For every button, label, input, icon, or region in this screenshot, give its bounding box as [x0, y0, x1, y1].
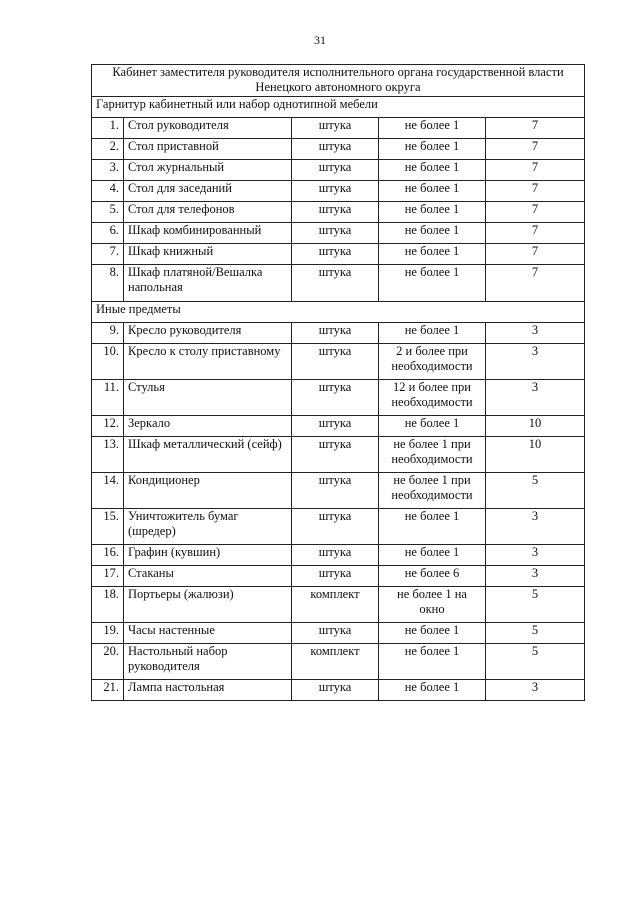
item-service-life: 3: [486, 323, 585, 344]
item-service-life: 5: [486, 587, 585, 623]
page-number: 31: [314, 33, 326, 47]
item-quantity: не более 1: [379, 265, 486, 302]
item-name: Стулья: [124, 380, 292, 416]
item-service-life: 5: [486, 623, 585, 644]
item-unit: штука: [292, 223, 379, 244]
item-unit: штука: [292, 416, 379, 437]
header-row: [92, 65, 585, 97]
table-row: [92, 160, 585, 181]
section-row: [92, 302, 585, 323]
item-quantity: не более 1: [379, 160, 486, 181]
item-name: Шкаф металлический (сейф): [124, 437, 292, 473]
item-name: Кондиционер: [124, 473, 292, 509]
table-row: [92, 437, 585, 473]
item-service-life: 3: [486, 380, 585, 416]
row-number: 19.: [92, 623, 124, 644]
row-number: 17.: [92, 566, 124, 587]
item-unit: штука: [292, 380, 379, 416]
table-row: [92, 545, 585, 566]
row-number: 8.: [92, 265, 124, 302]
item-unit: штука: [292, 323, 379, 344]
item-service-life: 7: [486, 160, 585, 181]
table-header-title: Кабинет заместителя руководителя исполнительного органа государственной власти Ненецкого автономного округа: [92, 65, 585, 97]
item-name: Лампа настольная: [124, 680, 292, 701]
item-unit: штука: [292, 160, 379, 181]
section-row: [92, 97, 585, 118]
item-unit: штука: [292, 118, 379, 139]
item-name: Портьеры (жалюзи): [124, 587, 292, 623]
item-unit: штука: [292, 473, 379, 509]
item-unit: штука: [292, 202, 379, 223]
table-row: [92, 118, 585, 139]
table-row: [92, 139, 585, 160]
item-quantity: не более 1: [379, 202, 486, 223]
item-name: Стол для заседаний: [124, 181, 292, 202]
row-number: 9.: [92, 323, 124, 344]
table-row: [92, 323, 585, 344]
row-number: 5.: [92, 202, 124, 223]
item-quantity: не более 1: [379, 623, 486, 644]
section-title: Иные предметы: [92, 302, 585, 323]
item-name: Стол для телефонов: [124, 202, 292, 223]
row-number: 15.: [92, 509, 124, 545]
row-number: 16.: [92, 545, 124, 566]
item-name: Шкаф комбинированный: [124, 223, 292, 244]
item-unit: штука: [292, 437, 379, 473]
item-service-life: 7: [486, 244, 585, 265]
item-quantity: не более 1: [379, 118, 486, 139]
item-unit: комплект: [292, 644, 379, 680]
item-service-life: 3: [486, 545, 585, 566]
item-name: Стол журнальный: [124, 160, 292, 181]
item-unit: штука: [292, 680, 379, 701]
item-unit: штука: [292, 623, 379, 644]
item-name: Кресло руководителя: [124, 323, 292, 344]
item-name: Шкаф платяной/Вешалка напольная: [124, 265, 292, 302]
item-unit: штука: [292, 139, 379, 160]
row-number: 12.: [92, 416, 124, 437]
table-row: [92, 380, 585, 416]
item-unit: комплект: [292, 587, 379, 623]
row-number: 10.: [92, 344, 124, 380]
item-service-life: 3: [486, 566, 585, 587]
item-name: Кресло к столу приставному: [124, 344, 292, 380]
table-row: [92, 566, 585, 587]
item-name: Стол руководителя: [124, 118, 292, 139]
table-row: [92, 344, 585, 380]
item-quantity: не более 1: [379, 181, 486, 202]
table-row: [92, 416, 585, 437]
row-number: 6.: [92, 223, 124, 244]
item-unit: штука: [292, 265, 379, 302]
item-unit: штука: [292, 545, 379, 566]
item-service-life: 5: [486, 644, 585, 680]
row-number: 13.: [92, 437, 124, 473]
row-number: 20.: [92, 644, 124, 680]
row-number: 2.: [92, 139, 124, 160]
item-service-life: 7: [486, 223, 585, 244]
item-service-life: 7: [486, 118, 585, 139]
table-row: [92, 509, 585, 545]
table-row: [92, 265, 585, 302]
item-service-life: 10: [486, 437, 585, 473]
item-quantity: не более 1: [379, 545, 486, 566]
item-service-life: 3: [486, 509, 585, 545]
row-number: 7.: [92, 244, 124, 265]
item-name: Часы настенные: [124, 623, 292, 644]
row-number: 11.: [92, 380, 124, 416]
item-quantity: не более 1: [379, 680, 486, 701]
item-service-life: 5: [486, 473, 585, 509]
row-number: 4.: [92, 181, 124, 202]
item-quantity: не более 1 на окно: [379, 587, 486, 623]
item-quantity: не более 1 при необходимости: [379, 473, 486, 509]
item-name: Стаканы: [124, 566, 292, 587]
section-title: Гарнитур кабинетный или набор однотипной мебели: [92, 97, 585, 118]
table-row: [92, 623, 585, 644]
item-unit: штука: [292, 181, 379, 202]
row-number: 1.: [92, 118, 124, 139]
item-service-life: 7: [486, 139, 585, 160]
table-row: [92, 680, 585, 701]
item-name: Зеркало: [124, 416, 292, 437]
item-unit: штука: [292, 509, 379, 545]
item-quantity: не более 1 при необходимости: [379, 437, 486, 473]
item-quantity: не более 1: [379, 323, 486, 344]
item-service-life: 3: [486, 344, 585, 380]
item-unit: штука: [292, 566, 379, 587]
row-number: 18.: [92, 587, 124, 623]
item-quantity: 12 и более при необходимости: [379, 380, 486, 416]
item-quantity: 2 и более при необходимости: [379, 344, 486, 380]
item-service-life: 3: [486, 680, 585, 701]
item-quantity: не более 1: [379, 416, 486, 437]
item-name: Графин (кувшин): [124, 545, 292, 566]
item-quantity: не более 1: [379, 139, 486, 160]
item-service-life: 10: [486, 416, 585, 437]
table-row: [92, 587, 585, 623]
item-quantity: не более 6: [379, 566, 486, 587]
item-quantity: не более 1: [379, 244, 486, 265]
table-row: [92, 644, 585, 680]
item-name: Шкаф книжный: [124, 244, 292, 265]
item-quantity: не более 1: [379, 509, 486, 545]
item-service-life: 7: [486, 265, 585, 302]
item-name: Уничтожитель бумаг (шредер): [124, 509, 292, 545]
item-service-life: 7: [486, 202, 585, 223]
furniture-table: [91, 64, 585, 701]
row-number: 21.: [92, 680, 124, 701]
item-service-life: 7: [486, 181, 585, 202]
row-number: 3.: [92, 160, 124, 181]
table-row: [92, 223, 585, 244]
table-row: [92, 181, 585, 202]
table-row: [92, 244, 585, 265]
row-number: 14.: [92, 473, 124, 509]
item-unit: штука: [292, 244, 379, 265]
item-quantity: не более 1: [379, 223, 486, 244]
table-row: [92, 202, 585, 223]
item-unit: штука: [292, 344, 379, 380]
item-quantity: не более 1: [379, 644, 486, 680]
table-row: [92, 473, 585, 509]
item-name: Стол приставной: [124, 139, 292, 160]
item-name: Настольный набор руководителя: [124, 644, 292, 680]
table-body: [92, 65, 585, 701]
